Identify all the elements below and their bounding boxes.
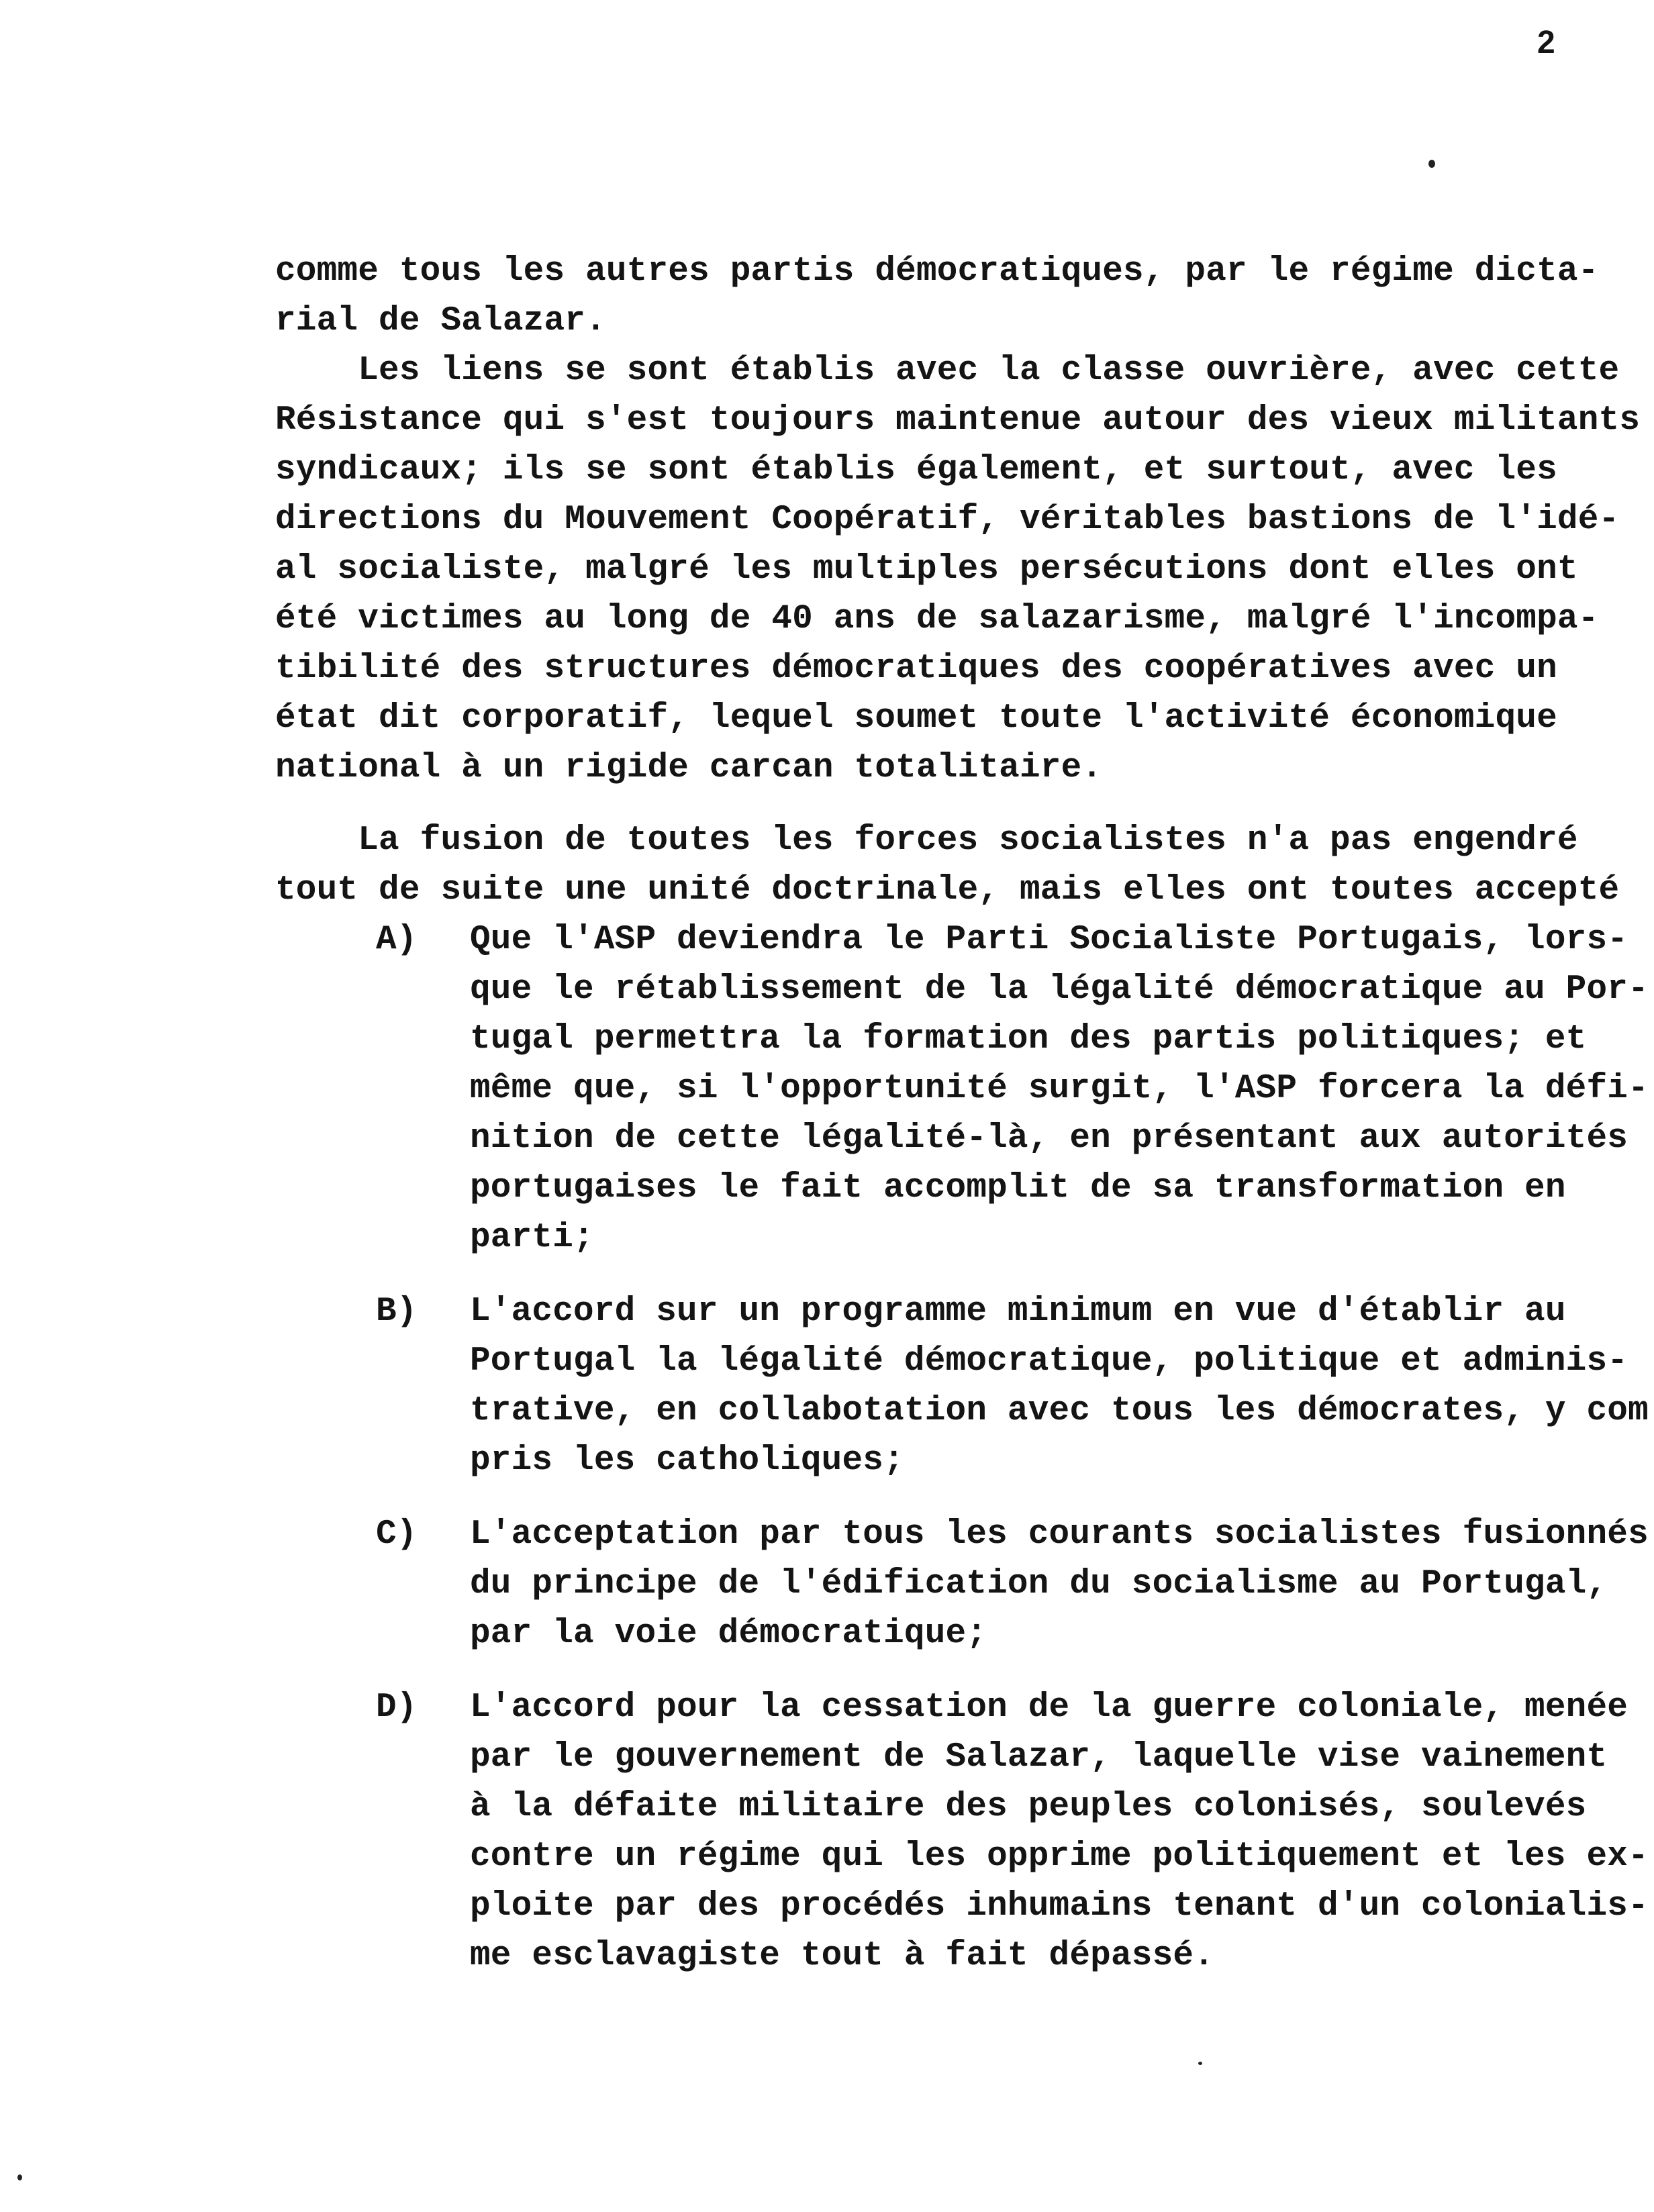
text-line: tugal permettra la formation des partis politiques; et xyxy=(470,1020,1587,1058)
item-marker: A) xyxy=(376,921,418,959)
text-line: contre un régime qui les opprime politiquement et les ex- xyxy=(470,1838,1649,1876)
text-line: rial de Salazar. xyxy=(275,302,606,340)
text-line: al socialiste, malgré les multiples persécutions dont elles ont xyxy=(275,550,1578,589)
text-line: Portugal la légalité démocratique, politique et adminis- xyxy=(470,1342,1628,1380)
paragraph-gap xyxy=(275,793,1618,816)
text-line: du principe de l'édification du socialisme au Portugal, xyxy=(470,1565,1608,1603)
text-line: Que l'ASP deviendra le Parti Socialiste Portugais, lors- xyxy=(470,921,1628,959)
list-item-c xyxy=(376,1510,1649,1659)
text-line: L'accord pour la cessation de la guerre coloniale, menée xyxy=(470,1689,1628,1727)
text-line: L'acceptation par tous les courants socialistes fusionnés xyxy=(470,1515,1649,1554)
text-line: pris les catholiques; xyxy=(470,1442,904,1480)
text-line: trative, en collabotation avec tous les démocrates, y com xyxy=(470,1392,1649,1430)
text-line: L'accord sur un programme minimum en vue d'établir au xyxy=(470,1293,1566,1331)
text-line: national à un rigide carcan totalitaire. xyxy=(275,749,1103,787)
text-line: que le rétablissement de la légalité démocratique au Por- xyxy=(470,970,1649,1009)
scan-speck xyxy=(1428,160,1435,168)
page-number: 2 xyxy=(1537,25,1555,60)
intro-paragraph xyxy=(275,247,1618,346)
item-gap xyxy=(275,1486,1618,1510)
scan-speck xyxy=(1198,2062,1202,2065)
item-marker: B) xyxy=(376,1293,418,1331)
text-line: à la défaite militaire des peuples colonisés, soulevés xyxy=(470,1788,1587,1826)
text-line: tout de suite une unité doctrinale, mais elles ont toutes accepté xyxy=(275,871,1620,909)
text-line: été victimes au long de 40 ans de salazarisme, malgré l'incompa- xyxy=(275,600,1599,638)
item-gap xyxy=(275,1659,1618,1683)
text-line: La fusion de toutes les forces socialistes n'a pas engendré xyxy=(275,821,1578,860)
text-line: me esclavagiste tout à fait dépassé. xyxy=(470,1937,1214,1975)
item-marker: D) xyxy=(376,1689,418,1727)
list-item-a xyxy=(376,915,1649,1263)
scan-speck xyxy=(17,2174,22,2180)
text-line: tibilité des structures démocratiques des coopératives avec un xyxy=(275,650,1557,688)
text-line: nition de cette légalité-là, en présentant aux autorités xyxy=(470,1119,1628,1158)
paragraph-fusion xyxy=(275,816,1618,915)
list-item-d xyxy=(376,1683,1649,1981)
list-item-b xyxy=(376,1287,1649,1486)
text-line: parti; xyxy=(470,1219,594,1257)
text-line: état dit corporatif, lequel soumet toute l'activité économique xyxy=(275,699,1557,738)
text-line: par le gouvernement de Salazar, laquelle vise vainement xyxy=(470,1738,1608,1776)
text-line: syndicaux; ils se sont établis également, et surtout, avec les xyxy=(275,451,1557,489)
paragraph-liens xyxy=(275,346,1641,793)
text-line: par la voie démocratique; xyxy=(470,1615,987,1653)
item-gap xyxy=(275,1263,1618,1287)
text-line: Les liens se sont établis avec la classe ouvrière, avec cette xyxy=(275,352,1620,390)
item-marker: C) xyxy=(376,1515,418,1554)
text-line: ploite par des procédés inhumains tenant d'un colonialis- xyxy=(470,1887,1649,1925)
text-line: portugaises le fait accomplit de sa transformation en xyxy=(470,1169,1566,1207)
text-line: même que, si l'opportunité surgit, l'ASP forcera la défi- xyxy=(470,1070,1649,1108)
text-line: directions du Mouvement Coopératif, véritables bastions de l'idé- xyxy=(275,501,1620,539)
document-body xyxy=(275,247,1649,1981)
text-line: comme tous les autres partis démocratiques, par le régime dicta- xyxy=(275,252,1599,291)
text-line: Résistance qui s'est toujours maintenue autour des vieux militants xyxy=(275,401,1641,440)
